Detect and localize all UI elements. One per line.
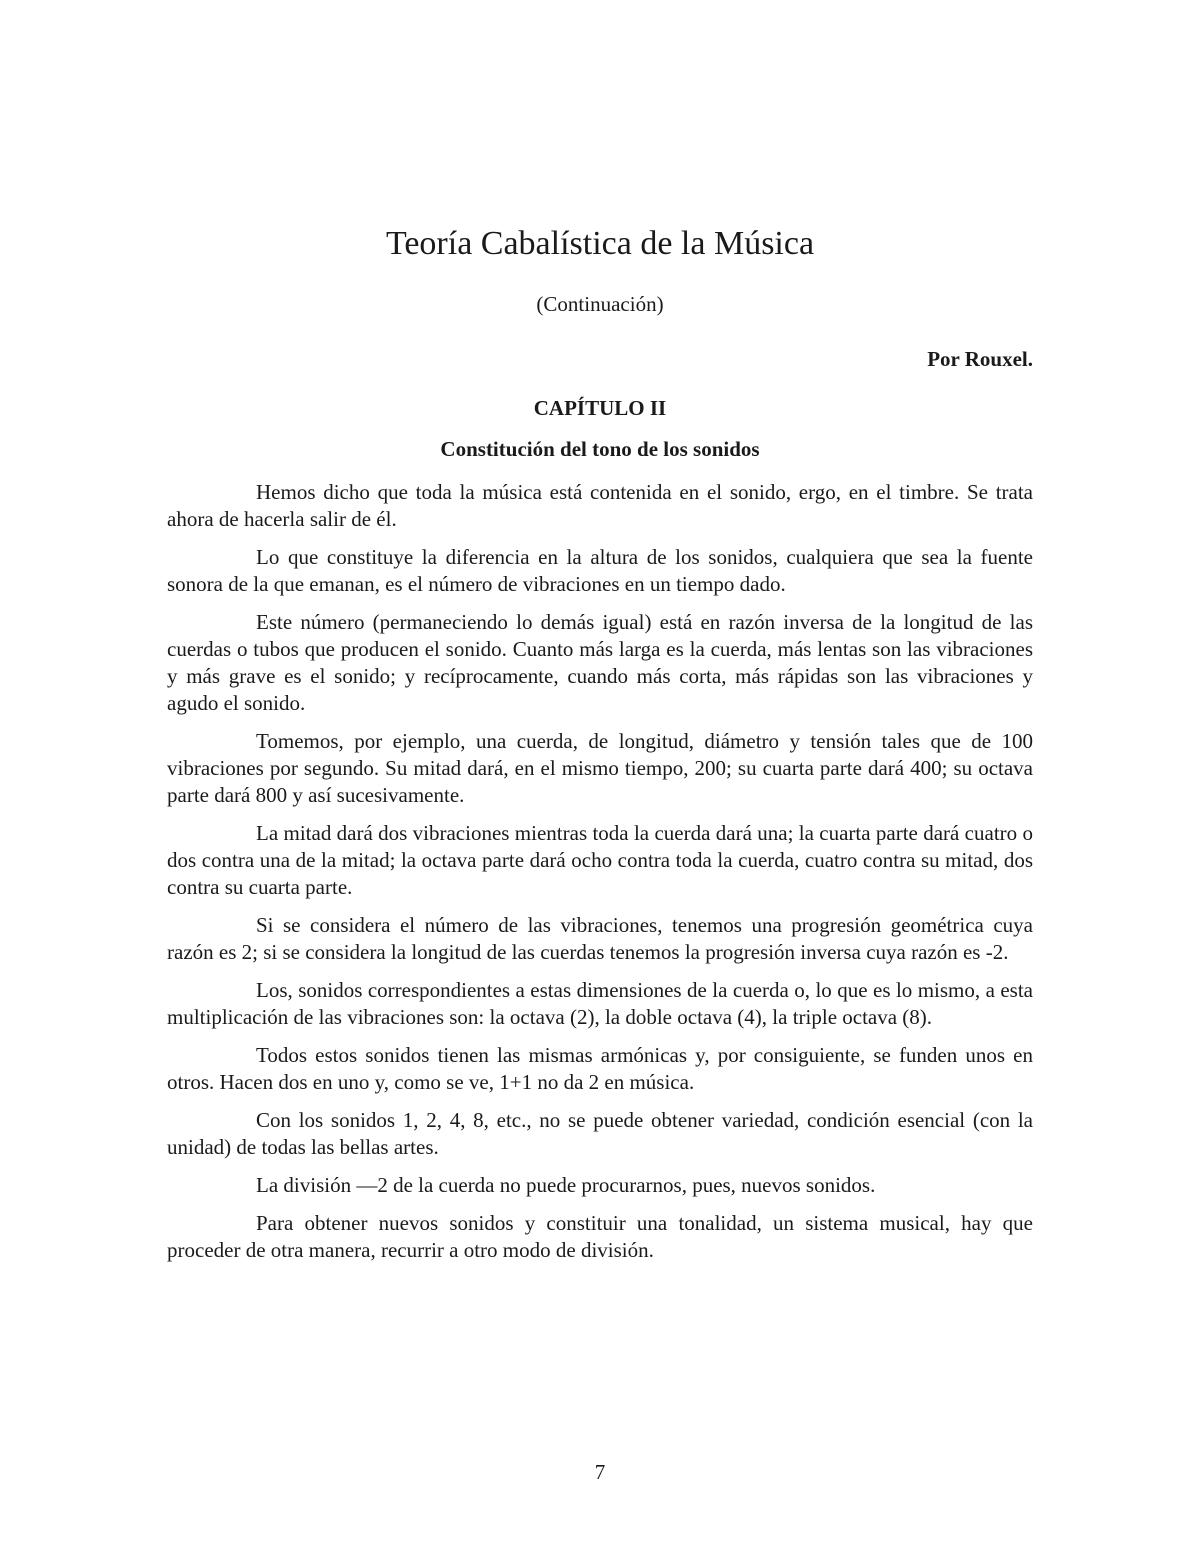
paragraph: La mitad dará dos vibraciones mientras toda la cuerda dará una; la cuarta parte dará cuatro o dos contra una de la mitad; la octava parte dará ocho contra toda la cuerda, cuatro contra su mitad, dos contra su cuarta parte. bbox=[167, 821, 1033, 899]
paragraph: Con los sonidos 1, 2, 4, 8, etc., no se puede obtener variedad, condición esencial (con la unidad) de todas las bellas artes. bbox=[167, 1108, 1033, 1159]
paragraph: Los, sonidos correspondientes a estas dimensiones de la cuerda o, lo que es lo mismo, a esta multiplicación de las vibraciones son: la octava (2), la doble octava (4), la triple octava (8). bbox=[167, 978, 1033, 1029]
document-title: Teoría Cabalística de la Música bbox=[385, 225, 815, 262]
chapter-heading: CAPÍTULO II bbox=[533, 396, 667, 420]
paragraph: Este número (permaneciendo lo demás igual) está en razón inversa de la longitud de las cuerdas o tubos que producen el sonido. Cuanto más larga es la cuerda, más lentas son las vibraciones y más grave es el sonido; y recíprocamente, cuando más corta, más rápidas son las vibraciones y agudo el sonido. bbox=[167, 610, 1033, 715]
section-title: Constitución del tono de los sonidos bbox=[440, 437, 760, 461]
paragraph: Para obtener nuevos sonidos y constituir una tonalidad, un sistema musical, hay que proceder de otra manera, recurrir a otro modo de división. bbox=[167, 1211, 1033, 1262]
paragraph: Todos estos sonidos tienen las mismas armónicas y, por consiguiente, se funden unos en otros. Hacen dos en uno y, como se ve, 1+1 no da 2 en música. bbox=[167, 1043, 1033, 1094]
paragraph: Si se considera el número de las vibraciones, tenemos una progresión geométrica cuya razón es 2; si se considera la longitud de las cuerdas tenemos la progresión inversa cuya razón es -2. bbox=[167, 913, 1033, 964]
author-byline: Por Rouxel. bbox=[927, 347, 1033, 371]
document-page bbox=[167, 0, 1033, 1553]
document-subtitle: (Continuación) bbox=[536, 292, 664, 316]
paragraph: Hemos dicho que toda la música está contenida en el sonido, ergo, en el timbre. Se trata ahora de hacerla salir de él. bbox=[167, 480, 1033, 531]
paragraph: Lo que constituye la diferencia en la altura de los sonidos, cualquiera que sea la fuente sonora de la que emanan, es el número de vibraciones en un tiempo dado. bbox=[167, 545, 1033, 596]
paragraph: Tomemos, por ejemplo, una cuerda, de longitud, diámetro y tensión tales que de 100 vibraciones por segundo. Su mitad dará, en el mismo tiempo, 200; su cuarta parte dará 400; su octava parte dará 800 y así sucesivamente. bbox=[167, 729, 1033, 807]
paragraph: La división —2 de la cuerda no puede procurarnos, pues, nuevos sonidos. bbox=[256, 1173, 876, 1197]
body-text bbox=[167, 479, 1033, 1275]
page-number: 7 bbox=[594, 1460, 606, 1484]
